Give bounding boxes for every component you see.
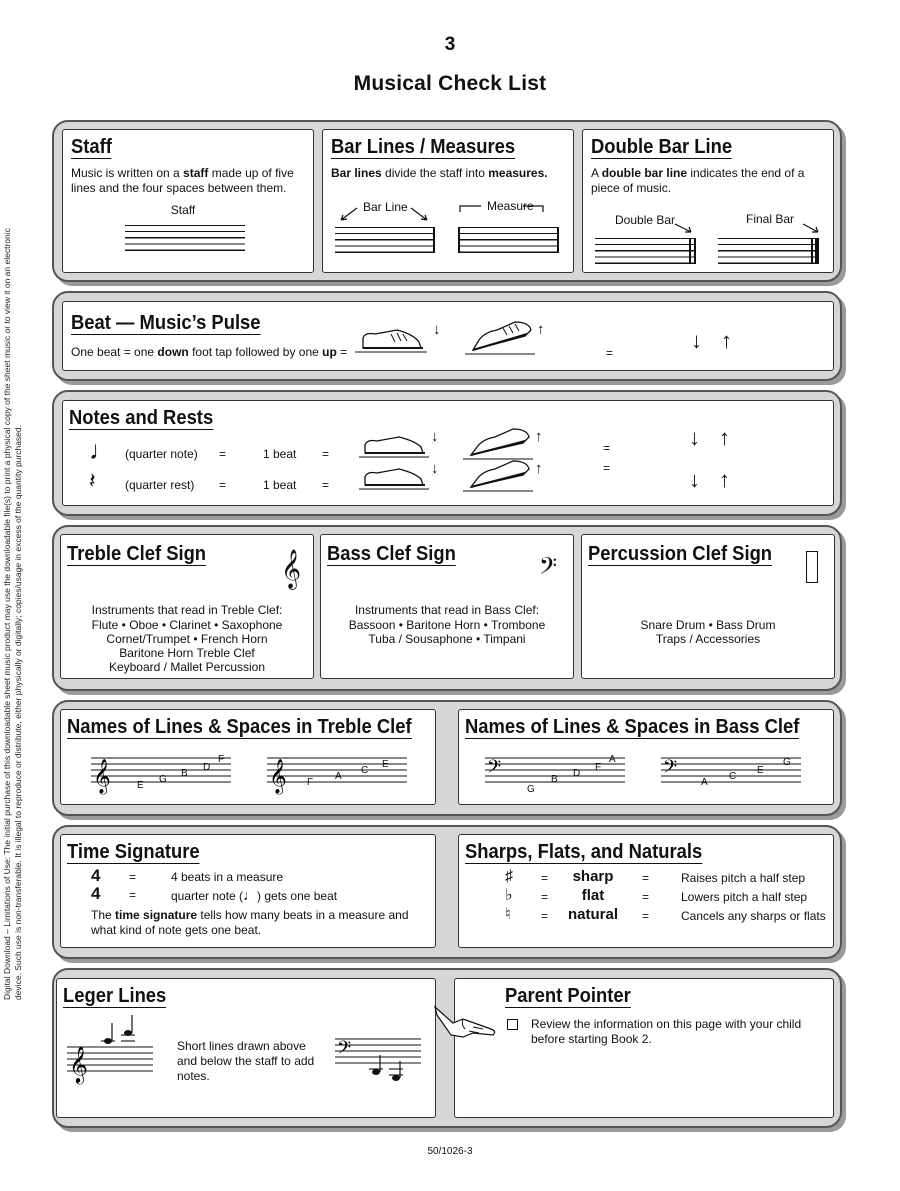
time-signature-bottom-meaning: quarter note (♩) gets one beat [171, 887, 338, 903]
double-bar-staff [595, 238, 695, 264]
quarter-rest-name: (quarter rest) [125, 478, 195, 492]
percussion-clef-heading: Percussion Clef Sign [588, 543, 773, 565]
foot-up-icon [467, 461, 537, 491]
up-tap-arrow-icon: ↑ [535, 460, 543, 477]
percussion-clef-icon [806, 551, 818, 583]
treble-clef-intro: Instruments that read in Treble Clef: [91, 603, 283, 617]
row-staff-frame [52, 120, 842, 282]
treble-space-letter: F [307, 777, 314, 788]
up-arrow-icon: ↑ [721, 328, 732, 353]
measure-label: Measure [487, 199, 534, 213]
row-time-frame [52, 825, 842, 959]
leger-lines-panel [56, 978, 436, 1118]
up-tap-arrow-icon: ↑ [535, 428, 543, 445]
bar-line-mark [458, 227, 460, 253]
foot-up-icon [469, 320, 539, 354]
usage-notice: Digital Download – Limitations of Use: The initial purchase of this downloadable sheet music product may use the downloadable file(s) to print a physical copy of the sheet music or to view it on an electronic device. Such use is non-transferable. It is illegal to reproduce or distribute, either physically or digitally; copies/usage in excess of the quantity purchased. [2, 228, 23, 1000]
down-arrow-icon: ↓ [691, 328, 702, 353]
flat-symbol: ♭ [505, 887, 513, 904]
treble-line-letter: D [203, 762, 211, 773]
bar-lines-staff-1 [335, 227, 435, 253]
double-bar-panel [582, 129, 834, 273]
quarter-note-value: 1 beat [263, 447, 297, 461]
time-signature-heading: Time Signature [67, 841, 200, 863]
double-bar-description: A double bar line indicates the end of a piece of music. [591, 166, 805, 195]
foot-down-icon [363, 431, 433, 461]
treble-line-letter: F [218, 754, 225, 765]
bar-line-mark [557, 227, 559, 253]
down-arrow-icon: ↓ [689, 467, 700, 492]
bar-lines-panel [322, 129, 574, 273]
beat-panel [62, 301, 834, 371]
final-bar-thick [815, 238, 819, 264]
treble-clef-instruments: Keyboard / Mallet Percussion [108, 660, 266, 674]
bass-clef-instruments: Bassoon • Baritone Horn • Trombone [348, 618, 546, 632]
bass-clef-icon: 𝄢 [539, 553, 558, 584]
beat-equals: = [606, 346, 614, 360]
sharp-description: Raises pitch a half step [681, 871, 806, 885]
bass-space-letter: C [729, 771, 737, 782]
treble-clef-icon: 𝄞 [93, 759, 111, 794]
treble-clef-icon: 𝄞 [281, 550, 302, 588]
notes-rests-panel [62, 400, 834, 506]
quarter-rest-value: 1 beat [263, 478, 297, 492]
down-tap-arrow-icon: ↓ [433, 321, 441, 338]
leger-lines-description: Short lines drawn above and below the staff to add notes. [177, 1039, 315, 1083]
flat-eq: = [541, 890, 549, 904]
quarter-note-eq: = [322, 447, 330, 461]
treble-clef-icon: 𝄞 [69, 1045, 88, 1083]
quarter-rest-symbol: 𝄽 [89, 468, 96, 493]
staff-illustration [125, 225, 245, 251]
flat-eq: = [642, 890, 650, 904]
up-tap-arrow-icon: ↑ [537, 321, 545, 338]
bass-space-letter: E [757, 765, 764, 776]
quarter-note-name: (quarter note) [125, 447, 198, 461]
treble-names-panel [60, 709, 436, 805]
footer-code: 50/1026-3 [427, 1146, 473, 1157]
bass-clef-heading: Bass Clef Sign [327, 543, 456, 565]
treble-line-letter: E [137, 780, 144, 791]
double-bar-heading: Double Bar Line [591, 136, 733, 158]
bass-clef-instruments: Tuba / Sousaphone • Timpani [368, 632, 526, 646]
natural-symbol: ♮ [505, 906, 511, 923]
bass-line-letter: A [609, 754, 616, 765]
sharp-symbol: ♯ [505, 868, 513, 885]
bar-line-label: Bar Line [363, 200, 408, 214]
flat-description: Lowers pitch a half step [681, 890, 808, 904]
treble-space-letter: C [361, 765, 369, 776]
bass-line-letter: F [595, 762, 602, 773]
bass-clef-intro: Instruments that read in Bass Clef: [354, 603, 540, 617]
parent-pointer-panel [454, 978, 834, 1118]
treble-clef-icon: 𝄞 [269, 759, 287, 794]
treble-clef-instruments: Baritone Horn Treble Clef [119, 646, 255, 660]
leger-above-staff [67, 1023, 163, 1083]
row-beat-frame [52, 291, 842, 381]
notes-equals: = [603, 441, 611, 455]
quarter-rest-eq: = [322, 478, 330, 492]
up-arrow-icon: ↑ [719, 425, 730, 450]
treble-line-letter: B [181, 768, 188, 779]
beat-description: One beat = one down foot tap followed by one up = [71, 345, 348, 359]
beat-heading: Beat — Music’s Pulse [71, 312, 261, 334]
quarter-rest-eq: = [219, 478, 227, 492]
bass-line-letter: B [551, 774, 558, 785]
sharp-eq: = [541, 871, 549, 885]
up-arrow-icon: ↑ [719, 467, 730, 492]
down-tap-arrow-icon: ↓ [431, 428, 439, 445]
accidentals-heading: Sharps, Flats, and Naturals [465, 841, 703, 863]
page-title: Musical Check List [353, 72, 547, 95]
treble-names-heading: Names of Lines & Spaces in Treble Clef [67, 716, 412, 738]
staff-label: Staff [170, 203, 196, 217]
treble-space-letter: E [382, 759, 389, 770]
sharp-eq: = [642, 871, 650, 885]
percussion-instruments: Snare Drum • Bass Drum [640, 618, 776, 632]
review-checkbox[interactable] [507, 1019, 518, 1030]
bass-space-letter: A [701, 777, 708, 788]
final-bar-thin [811, 238, 813, 264]
foot-down-icon [363, 463, 433, 493]
parent-pointer-heading: Parent Pointer [505, 985, 631, 1007]
row-leger-frame [52, 968, 842, 1128]
natural-description: Cancels any sharps or flats [681, 909, 826, 923]
percussion-instruments: Traps / Accessories [655, 632, 761, 646]
treble-clef-instruments: Flute • Oboe • Clarinet • Saxophone [91, 618, 283, 632]
double-bar-mark [694, 238, 696, 264]
foot-up-icon [467, 429, 537, 459]
foot-down-icon [361, 322, 431, 356]
staff-heading: Staff [71, 136, 112, 158]
final-bar-label: Final Bar [746, 212, 795, 226]
natural-name: natural [567, 906, 618, 923]
pointing-hand-icon [433, 1001, 505, 1041]
double-bar-mark [689, 238, 691, 264]
time-signature-description: The time signature tells how many beats in a measure and what kind of note gets one beat. [91, 908, 409, 937]
time-signature-top: 4 [91, 866, 101, 885]
staff-description: Music is written on a staff made up of five lines and the four spaces between them. [71, 166, 294, 195]
row-names-frame [52, 700, 842, 816]
down-tap-arrow-icon: ↓ [431, 460, 439, 477]
leger-below-staff [335, 1029, 425, 1099]
bass-names-heading: Names of Lines & Spaces in Bass Clef [465, 716, 800, 738]
time-signature-panel [60, 834, 436, 948]
bass-clef-icon: 𝄢 [337, 1038, 352, 1063]
treble-clef-instruments: Cornet/Trumpet • French Horn [106, 632, 268, 646]
flat-name: flat [581, 887, 605, 904]
bass-clef-icon: 𝄢 [663, 757, 678, 782]
notes-rests-heading: Notes and Rests [69, 407, 214, 429]
bass-clef-panel [320, 534, 574, 679]
time-signature-bottom: 4 [91, 884, 101, 903]
percussion-clef-panel [581, 534, 835, 679]
parent-pointer-text: Review the information on this page with your child before starting Book 2. [531, 1017, 802, 1046]
row-clefs-frame [52, 525, 842, 691]
time-signature-eq: = [129, 870, 137, 884]
bar-line-mark [433, 227, 435, 253]
natural-eq: = [541, 909, 549, 923]
bass-clef-icon: 𝄢 [487, 757, 502, 782]
rests-equals: = [603, 461, 611, 475]
treble-clef-panel [60, 534, 314, 679]
down-arrow-icon: ↓ [689, 425, 700, 450]
bass-space-letter: G [783, 757, 791, 768]
staff-panel [62, 129, 314, 273]
accidentals-panel [458, 834, 834, 948]
leger-lines-heading: Leger Lines [63, 985, 167, 1007]
row-notes-frame [52, 390, 842, 516]
bar-lines-heading: Bar Lines / Measures [331, 136, 516, 158]
time-signature-top-meaning: 4 beats in a measure [171, 870, 284, 884]
time-signature-eq: = [129, 888, 137, 902]
quarter-note-symbol: ♩ [89, 435, 115, 465]
double-bar-label: Double Bar [615, 213, 676, 227]
bass-line-letter: G [527, 784, 535, 795]
sharp-name: sharp [572, 868, 614, 885]
treble-clef-heading: Treble Clef Sign [67, 543, 207, 565]
bar-lines-staff-2 [458, 227, 558, 253]
treble-line-letter: G [159, 774, 167, 785]
page-number: 3 [444, 34, 456, 55]
natural-eq: = [642, 909, 650, 923]
quarter-note-eq: = [219, 447, 227, 461]
bar-lines-description: Bar lines divide the staff into measures. [331, 166, 548, 180]
bass-names-panel [458, 709, 834, 805]
treble-space-letter: A [335, 771, 342, 782]
final-bar-staff [718, 238, 818, 264]
bass-line-letter: D [573, 768, 581, 779]
